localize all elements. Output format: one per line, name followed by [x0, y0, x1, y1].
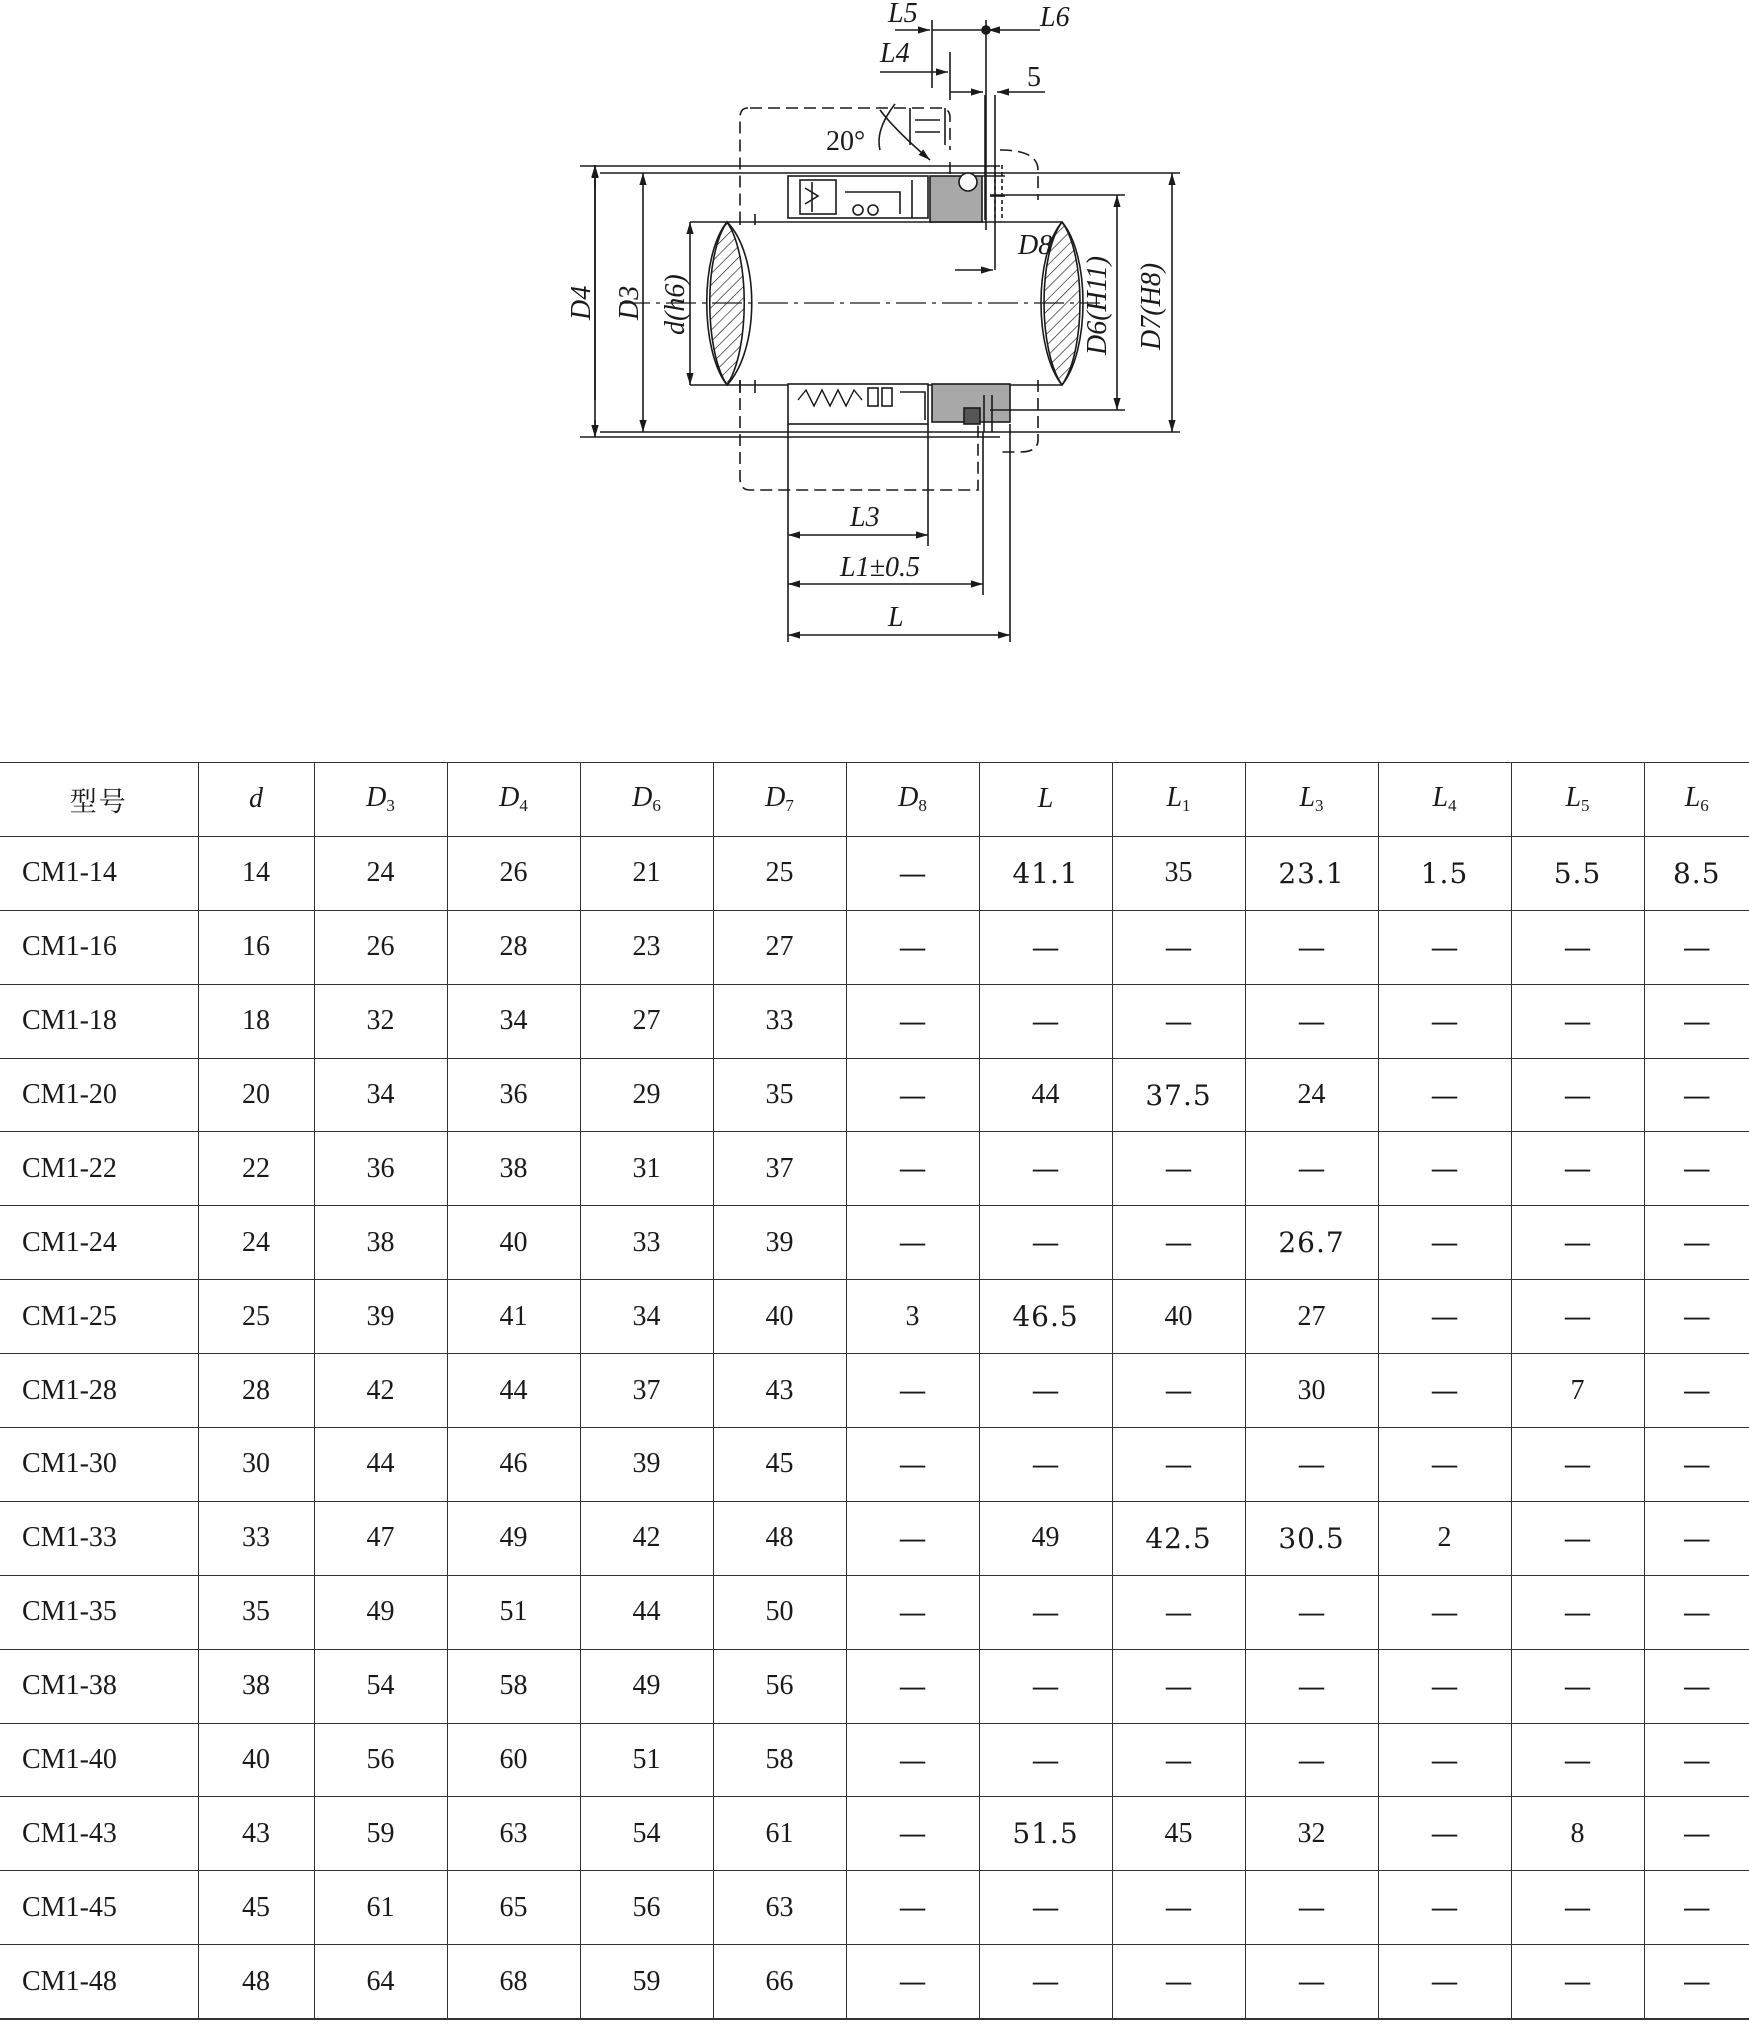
value-cell: 30: [198, 1428, 314, 1502]
value-cell: 43: [198, 1797, 314, 1871]
value-cell: 14: [198, 836, 314, 910]
value-cell: 27: [1245, 1280, 1378, 1354]
value-cell: —: [1511, 1649, 1644, 1723]
value-cell: —: [1245, 1945, 1378, 2019]
value-cell: 58: [713, 1723, 846, 1797]
table-row: [0, 1058, 1749, 1132]
value-cell: 64: [314, 1945, 447, 2019]
table-row: [0, 1575, 1749, 1649]
value-cell: 28: [447, 910, 580, 984]
column-header: $L_3$: [1245, 763, 1378, 837]
value-cell: —: [1245, 1723, 1378, 1797]
value-cell: 42: [580, 1501, 713, 1575]
column-header: $D_3$: [314, 763, 447, 837]
value-cell: —: [979, 1649, 1112, 1723]
value-cell: 23.1: [1245, 836, 1378, 910]
value-cell: —: [1245, 1575, 1378, 1649]
value-cell: —: [1378, 1428, 1511, 1502]
value-cell: 32: [1245, 1797, 1378, 1871]
value-cell: —: [1378, 1354, 1511, 1428]
label-L1: L1±0.5: [840, 552, 920, 583]
value-cell: —: [979, 1945, 1112, 2019]
value-cell: —: [1644, 1501, 1749, 1575]
value-cell: —: [1112, 910, 1245, 984]
column-header: $L_1$: [1112, 763, 1245, 837]
label-L4: L4: [880, 38, 910, 69]
o-ring-bottom: [964, 408, 980, 424]
value-cell: —: [846, 1649, 979, 1723]
dimension-table: [0, 762, 1749, 2020]
value-cell: 45: [713, 1428, 846, 1502]
value-cell: —: [1378, 1797, 1511, 1871]
value-cell: 22: [198, 1132, 314, 1206]
value-cell: —: [1511, 1723, 1644, 1797]
value-cell: 44: [580, 1575, 713, 1649]
value-cell: 48: [198, 1945, 314, 2019]
value-cell: 18: [198, 984, 314, 1058]
value-cell: —: [979, 1132, 1112, 1206]
value-cell: —: [846, 1723, 979, 1797]
value-cell: 44: [314, 1428, 447, 1502]
value-cell: 56: [580, 1871, 713, 1945]
value-cell: 42: [314, 1354, 447, 1428]
value-cell: 8.5: [1644, 836, 1749, 910]
value-cell: 34: [580, 1280, 713, 1354]
model-cell: CM1-25: [0, 1280, 198, 1354]
value-cell: 16: [198, 910, 314, 984]
column-header: $L_6$: [1644, 763, 1749, 837]
value-cell: 31: [580, 1132, 713, 1206]
value-cell: —: [1511, 910, 1644, 984]
value-cell: —: [1245, 984, 1378, 1058]
value-cell: —: [1378, 984, 1511, 1058]
value-cell: 29: [580, 1058, 713, 1132]
value-cell: —: [846, 1058, 979, 1132]
value-cell: 36: [447, 1058, 580, 1132]
value-cell: 28: [198, 1354, 314, 1428]
value-cell: 26: [447, 836, 580, 910]
value-cell: —: [1511, 1945, 1644, 2019]
value-cell: 35: [198, 1575, 314, 1649]
value-cell: 40: [713, 1280, 846, 1354]
value-cell: 38: [447, 1132, 580, 1206]
value-cell: 49: [314, 1575, 447, 1649]
value-cell: 68: [447, 1945, 580, 2019]
value-cell: 44: [979, 1058, 1112, 1132]
label-5: 5: [1027, 62, 1041, 93]
value-cell: —: [846, 984, 979, 1058]
column-header: $D_8$: [846, 763, 979, 837]
value-cell: 46: [447, 1428, 580, 1502]
value-cell: 1.5: [1378, 836, 1511, 910]
o-ring-top: [959, 173, 977, 191]
value-cell: —: [846, 1945, 979, 2019]
column-header: d: [198, 763, 314, 837]
table-row: [0, 984, 1749, 1058]
value-cell: —: [1245, 910, 1378, 984]
value-cell: —: [1511, 1575, 1644, 1649]
value-cell: —: [1245, 1649, 1378, 1723]
value-cell: —: [979, 1723, 1112, 1797]
seal-cross-section-drawing: [0, 0, 1749, 660]
column-header: $D_4$: [447, 763, 580, 837]
value-cell: —: [1378, 1206, 1511, 1280]
value-cell: 54: [314, 1649, 447, 1723]
table-body: [0, 836, 1749, 2019]
table-row: [0, 1354, 1749, 1428]
value-cell: 2: [1378, 1501, 1511, 1575]
label-L3: L3: [850, 502, 880, 533]
value-cell: —: [846, 1132, 979, 1206]
table-row: [0, 1132, 1749, 1206]
value-cell: 25: [713, 836, 846, 910]
value-cell: 39: [580, 1428, 713, 1502]
value-cell: 41.1: [979, 836, 1112, 910]
value-cell: 21: [580, 836, 713, 910]
value-cell: 24: [314, 836, 447, 910]
value-cell: —: [1644, 1723, 1749, 1797]
value-cell: 61: [713, 1797, 846, 1871]
label-dh6: d(h6): [660, 274, 691, 335]
model-cell: CM1-14: [0, 836, 198, 910]
value-cell: —: [1378, 1723, 1511, 1797]
value-cell: 35: [1112, 836, 1245, 910]
value-cell: —: [1644, 984, 1749, 1058]
value-cell: —: [1378, 1945, 1511, 2019]
label-L6: L6: [1040, 2, 1070, 33]
value-cell: —: [1511, 984, 1644, 1058]
value-cell: —: [979, 984, 1112, 1058]
value-cell: —: [1378, 1649, 1511, 1723]
value-cell: —: [1644, 1797, 1749, 1871]
value-cell: 38: [198, 1649, 314, 1723]
column-header: 型号: [0, 763, 198, 837]
value-cell: —: [1644, 1871, 1749, 1945]
value-cell: 33: [580, 1206, 713, 1280]
value-cell: —: [1112, 984, 1245, 1058]
value-cell: 30.5: [1245, 1501, 1378, 1575]
value-cell: —: [979, 1575, 1112, 1649]
value-cell: 56: [314, 1723, 447, 1797]
value-cell: —: [1644, 1280, 1749, 1354]
value-cell: 39: [713, 1206, 846, 1280]
value-cell: 46.5: [979, 1280, 1112, 1354]
rotating-seal-head-top: [788, 176, 928, 218]
model-cell: CM1-28: [0, 1354, 198, 1428]
value-cell: —: [1511, 1871, 1644, 1945]
value-cell: 30: [1245, 1354, 1378, 1428]
value-cell: —: [1245, 1871, 1378, 1945]
value-cell: —: [1511, 1058, 1644, 1132]
value-cell: 63: [713, 1871, 846, 1945]
table-row: [0, 910, 1749, 984]
value-cell: 36: [314, 1132, 447, 1206]
value-cell: 60: [447, 1723, 580, 1797]
label-D7: D7(H8): [1136, 262, 1167, 350]
table-row: [0, 1797, 1749, 1871]
value-cell: 40: [198, 1723, 314, 1797]
value-cell: 50: [713, 1575, 846, 1649]
model-cell: CM1-45: [0, 1871, 198, 1945]
value-cell: —: [1112, 1206, 1245, 1280]
value-cell: 8: [1511, 1797, 1644, 1871]
value-cell: —: [1511, 1501, 1644, 1575]
value-cell: —: [1112, 1354, 1245, 1428]
value-cell: 27: [580, 984, 713, 1058]
value-cell: —: [979, 1354, 1112, 1428]
value-cell: 40: [1112, 1280, 1245, 1354]
value-cell: 43: [713, 1354, 846, 1428]
value-cell: —: [1112, 1428, 1245, 1502]
model-cell: CM1-18: [0, 984, 198, 1058]
value-cell: 47: [314, 1501, 447, 1575]
model-cell: CM1-30: [0, 1428, 198, 1502]
value-cell: —: [1644, 1945, 1749, 2019]
value-cell: 49: [580, 1649, 713, 1723]
value-cell: 41: [447, 1280, 580, 1354]
label-D4: D4: [566, 285, 597, 320]
model-cell: CM1-20: [0, 1058, 198, 1132]
model-cell: CM1-38: [0, 1649, 198, 1723]
model-cell: CM1-24: [0, 1206, 198, 1280]
value-cell: 38: [314, 1206, 447, 1280]
value-cell: 65: [447, 1871, 580, 1945]
value-cell: 66: [713, 1945, 846, 2019]
label-D3: D3: [614, 285, 645, 320]
column-header: L: [979, 763, 1112, 837]
value-cell: 45: [198, 1871, 314, 1945]
value-cell: 35: [713, 1058, 846, 1132]
column-header: $D_6$: [580, 763, 713, 837]
value-cell: 59: [580, 1945, 713, 2019]
value-cell: 45: [1112, 1797, 1245, 1871]
value-cell: —: [1644, 1132, 1749, 1206]
value-cell: 26: [314, 910, 447, 984]
value-cell: 49: [447, 1501, 580, 1575]
value-cell: 59: [314, 1797, 447, 1871]
value-cell: 34: [447, 984, 580, 1058]
value-cell: —: [846, 1871, 979, 1945]
value-cell: 33: [198, 1501, 314, 1575]
value-cell: 37.5: [1112, 1058, 1245, 1132]
table-row: [0, 1945, 1749, 2019]
value-cell: 5.5: [1511, 836, 1644, 910]
table-row: [0, 836, 1749, 910]
value-cell: 54: [580, 1797, 713, 1871]
model-cell: CM1-33: [0, 1501, 198, 1575]
value-cell: 23: [580, 910, 713, 984]
table-row: [0, 1428, 1749, 1502]
value-cell: —: [1245, 1428, 1378, 1502]
label-angle: 20°: [826, 126, 866, 157]
value-cell: 48: [713, 1501, 846, 1575]
value-cell: —: [1378, 910, 1511, 984]
value-cell: 37: [713, 1132, 846, 1206]
value-cell: —: [1112, 1723, 1245, 1797]
value-cell: —: [1511, 1132, 1644, 1206]
value-cell: 26.7: [1245, 1206, 1378, 1280]
value-cell: 49: [979, 1501, 1112, 1575]
model-cell: CM1-40: [0, 1723, 198, 1797]
value-cell: —: [1112, 1945, 1245, 2019]
value-cell: —: [1644, 1649, 1749, 1723]
table-row: [0, 1649, 1749, 1723]
value-cell: 39: [314, 1280, 447, 1354]
value-cell: —: [846, 1797, 979, 1871]
model-cell: CM1-48: [0, 1945, 198, 2019]
value-cell: —: [1511, 1280, 1644, 1354]
value-cell: —: [1511, 1428, 1644, 1502]
value-cell: —: [1378, 1058, 1511, 1132]
table-row: [0, 1206, 1749, 1280]
label-L: L: [888, 602, 904, 633]
value-cell: —: [1245, 1132, 1378, 1206]
value-cell: 3: [846, 1280, 979, 1354]
value-cell: —: [846, 1428, 979, 1502]
rotating-seal-head-bottom: [788, 384, 928, 424]
value-cell: —: [979, 910, 1112, 984]
value-cell: —: [846, 1206, 979, 1280]
value-cell: 40: [447, 1206, 580, 1280]
value-cell: —: [1378, 1132, 1511, 1206]
value-cell: 56: [713, 1649, 846, 1723]
value-cell: —: [846, 1501, 979, 1575]
value-cell: 51: [580, 1723, 713, 1797]
label-D8: D8: [1018, 230, 1053, 261]
value-cell: 32: [314, 984, 447, 1058]
value-cell: —: [979, 1428, 1112, 1502]
value-cell: —: [1378, 1575, 1511, 1649]
value-cell: —: [1644, 1058, 1749, 1132]
column-header: $D_7$: [713, 763, 846, 837]
value-cell: 44: [447, 1354, 580, 1428]
column-header: $L_4$: [1378, 763, 1511, 837]
value-cell: —: [1112, 1575, 1245, 1649]
value-cell: —: [1644, 1428, 1749, 1502]
table-row: [0, 1280, 1749, 1354]
value-cell: 58: [447, 1649, 580, 1723]
value-cell: —: [1112, 1871, 1245, 1945]
value-cell: —: [1112, 1649, 1245, 1723]
value-cell: —: [846, 1575, 979, 1649]
value-cell: 34: [314, 1058, 447, 1132]
value-cell: —: [1112, 1132, 1245, 1206]
value-cell: 37: [580, 1354, 713, 1428]
table-row: [0, 1723, 1749, 1797]
value-cell: —: [979, 1871, 1112, 1945]
value-cell: —: [1644, 1354, 1749, 1428]
value-cell: —: [979, 1206, 1112, 1280]
table-row: [0, 1501, 1749, 1575]
value-cell: 63: [447, 1797, 580, 1871]
column-header: $L_5$: [1511, 763, 1644, 837]
value-cell: 24: [198, 1206, 314, 1280]
value-cell: 25: [198, 1280, 314, 1354]
value-cell: —: [1644, 1206, 1749, 1280]
value-cell: —: [1511, 1206, 1644, 1280]
value-cell: —: [1378, 1280, 1511, 1354]
value-cell: —: [1378, 1871, 1511, 1945]
label-L5: L5: [888, 0, 918, 29]
value-cell: —: [1644, 1575, 1749, 1649]
value-cell: 7: [1511, 1354, 1644, 1428]
label-D6: D6(H11): [1082, 255, 1113, 355]
value-cell: —: [846, 836, 979, 910]
model-cell: CM1-35: [0, 1575, 198, 1649]
model-cell: CM1-43: [0, 1797, 198, 1871]
value-cell: —: [846, 910, 979, 984]
model-cell: CM1-22: [0, 1132, 198, 1206]
value-cell: —: [846, 1354, 979, 1428]
value-cell: 24: [1245, 1058, 1378, 1132]
value-cell: —: [1644, 910, 1749, 984]
value-cell: 33: [713, 984, 846, 1058]
value-cell: 51: [447, 1575, 580, 1649]
value-cell: 51.5: [979, 1797, 1112, 1871]
table-header-row: [0, 763, 1749, 837]
value-cell: 20: [198, 1058, 314, 1132]
value-cell: 61: [314, 1871, 447, 1945]
value-cell: 42.5: [1112, 1501, 1245, 1575]
value-cell: 27: [713, 910, 846, 984]
table-row: [0, 1871, 1749, 1945]
model-cell: CM1-16: [0, 910, 198, 984]
